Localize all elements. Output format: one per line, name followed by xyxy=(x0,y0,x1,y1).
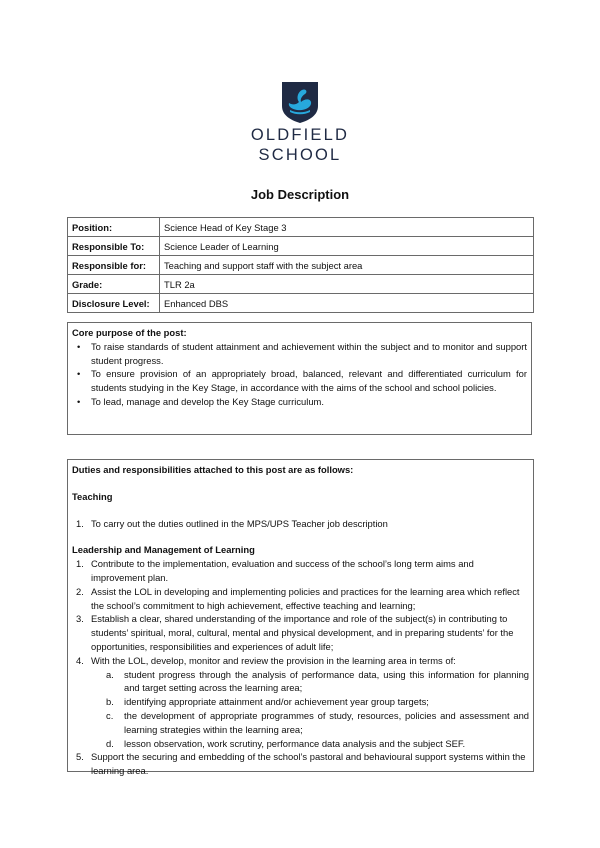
detail-label: Grade: xyxy=(68,275,160,294)
detail-label: Disclosure Level: xyxy=(68,294,160,313)
list-item: 2. Assist the LOL in developing and implementing policies and practices for the learning area which reflect the school’s commitment to high achievement, effective teaching and learning; xyxy=(76,585,520,611)
detail-label: Responsible for: xyxy=(68,256,160,275)
duties-box xyxy=(67,459,534,777)
detail-value: Teaching and support staff with the subject area xyxy=(160,256,534,275)
list-item: d. lesson observation, work scrutiny, performance data analysis and the subject SEF. xyxy=(106,737,466,749)
swan-crest-icon xyxy=(280,80,320,124)
core-purpose-list xyxy=(72,340,527,409)
leadership-list xyxy=(72,557,529,667)
list-item: 5. Support the securing and embedding of the school’s pastoral and behavioural support systems within the learning area. xyxy=(76,751,526,777)
list-item: a. student progress through the analysis of performance data, using this information for planning and target setting across the learning area; xyxy=(106,668,529,694)
school-name-line1: OLDFIELD xyxy=(250,126,350,144)
core-purpose-heading: Core purpose of the post: xyxy=(72,327,187,338)
detail-label: Position: xyxy=(68,218,160,237)
list-item: • To ensure provision of an appropriately broad, balanced, relevant and differentiated curriculum for students studying in the Key Stage, in accordance with the aims of the school and school policies. xyxy=(72,367,527,395)
list-item: b. identifying appropriate attainment and/or achievement year group targets; xyxy=(106,696,429,708)
table-row xyxy=(68,275,534,294)
school-name-line2: SCHOOL xyxy=(258,146,342,164)
list-item: 1. Contribute to the implementation, evaluation and success of the school’s long term aims and improvement plan. xyxy=(76,558,474,583)
table-row xyxy=(68,294,534,313)
table-row xyxy=(68,218,534,237)
list-item: • To lead, manage and develop the Key Stage curriculum. xyxy=(72,395,527,409)
core-purpose-box xyxy=(67,322,532,435)
list-item: 3. Establish a clear, shared understanding of the importance and role of the subject(s) in contributing to students’ spiritual, moral, cultural, mental and physical development, and in preparing students’ for the opportunities, responsibilities and experiences of adult life; xyxy=(76,613,514,652)
leadership-heading: Leadership and Management of Learning xyxy=(72,544,255,556)
detail-value: Science Leader of Learning xyxy=(160,237,534,256)
leadership-list-continued xyxy=(72,750,529,778)
list-item: • To raise standards of student attainment and achievement within the subject and to monitor and support student progress. xyxy=(72,340,527,368)
document-title: Job Description xyxy=(250,187,350,202)
teaching-heading: Teaching xyxy=(72,490,113,502)
list-item: c. the development of appropriate programmes of study, resources, policies and assessment and learning strategies within the learning area; xyxy=(106,709,529,735)
list-item: 4. With the LOL, develop, monitor and review the provision in the learning area in terms of: xyxy=(76,654,456,666)
detail-label: Responsible To: xyxy=(68,237,160,256)
teaching-list xyxy=(72,517,529,531)
job-details-table xyxy=(67,217,534,313)
table-row xyxy=(68,237,534,256)
detail-value: Science Head of Key Stage 3 xyxy=(160,218,534,237)
detail-value: Enhanced DBS xyxy=(160,294,534,313)
school-logo xyxy=(0,80,600,164)
leadership-sublist xyxy=(72,668,529,751)
duties-heading: Duties and responsibilities attached to this post are as follows: xyxy=(72,464,354,475)
list-item: 1. To carry out the duties outlined in the MPS/UPS Teacher job description xyxy=(76,517,388,529)
detail-value: TLR 2a xyxy=(160,275,534,294)
table-row xyxy=(68,256,534,275)
